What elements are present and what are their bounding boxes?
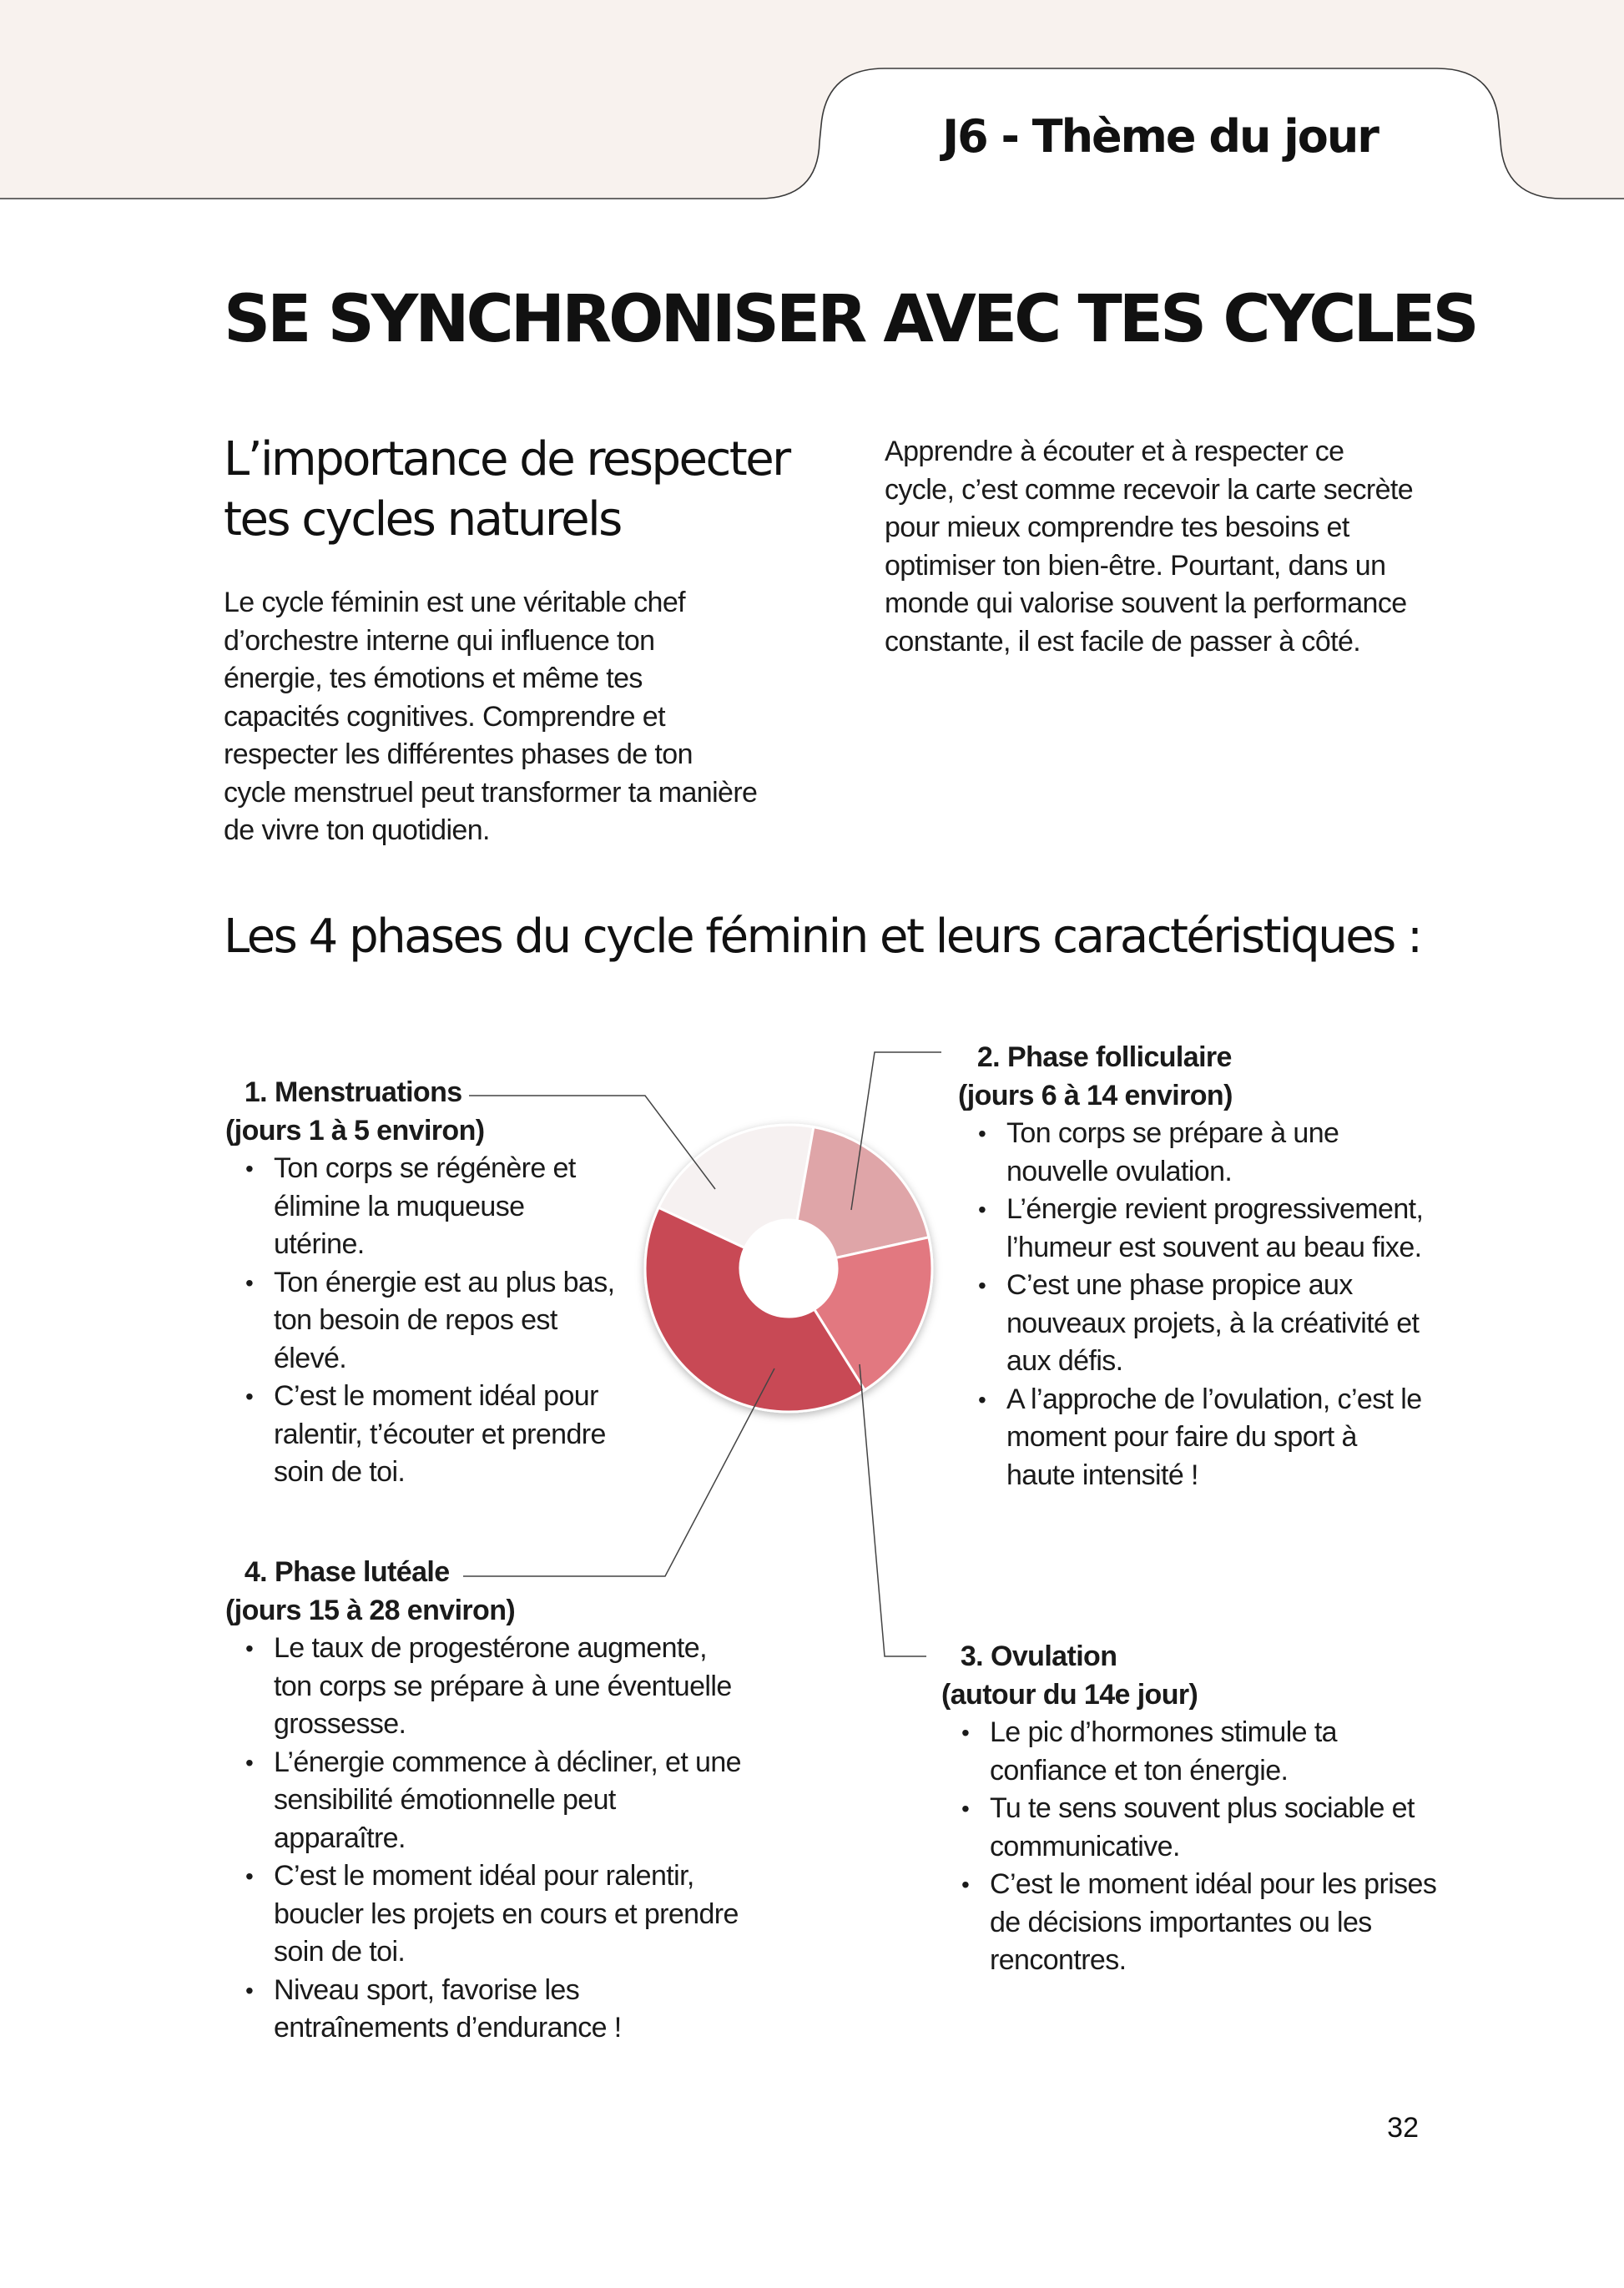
phase-title (958, 1039, 1425, 1077)
phase-ovulation (941, 1638, 1442, 1980)
bullet-item: • Ton corps se régénère et élimine la muqueuse utérine. (225, 1150, 618, 1264)
phase-bullets (225, 1150, 618, 1492)
phase-title (225, 1554, 743, 1592)
bullet-item: • A l’approche de l’ovulation, c’est le moment pour faire du sport à haute intensité ! (958, 1381, 1425, 1495)
intro-paragraph-left: Le cycle féminin est une véritable chef d’orchestre interne qui influence ton énergie, tes émotions et même tes capacités cognitives. Comprendre et respecter les différentes phases de ton cycle menstruel peut transformer ta manière de vivre ton quotidien. (224, 587, 758, 846)
phase-days: (jours 1 à 5 environ) (225, 1114, 485, 1147)
bullet-item: • C’est le moment idéal pour ralentir, t’écouter et prendre soin de toi. (225, 1378, 618, 1492)
bullet-item: • C’est une phase propice aux nouveaux projets, à la créativité et aux défis. (958, 1267, 1425, 1381)
phase-days: (jours 6 à 14 environ) (958, 1079, 1233, 1111)
phase-name: Phase folliculaire (1007, 1041, 1232, 1073)
leader-line-ovulation (860, 1364, 926, 1656)
phase-name: Ovulation (991, 1640, 1117, 1672)
phase-number: 1. (244, 1076, 267, 1108)
bullet-item: • Tu te sens souvent plus sociable et communicative. (941, 1790, 1442, 1866)
phase-bullets (958, 1115, 1425, 1494)
bullet-item: • Ton énergie est au plus bas, ton besoin de repos est élevé. (225, 1264, 618, 1378)
phase-title (941, 1638, 1442, 1676)
phase-bullets (941, 1714, 1442, 1980)
page-number: 32 (1387, 2112, 1419, 2144)
bullet-item: • C’est le moment idéal pour ralentir, boucler les projets en cours et prendre soin de toi. (225, 1857, 743, 1972)
phases-heading: Les 4 phases du cycle féminin et leurs caractéristiques : (224, 910, 1421, 964)
phase-number: 4. (244, 1556, 267, 1588)
phase-days: (autour du 14e jour) (941, 1678, 1198, 1711)
phase-number: 2. (976, 1041, 1000, 1073)
bullet-item: • C’est le moment idéal pour les prises de décisions importantes ou les rencontres. (941, 1866, 1442, 1980)
donut-hole (741, 1221, 836, 1316)
phase-menstruations (225, 1074, 618, 1492)
bullet-item: • Le taux de progestérone augmente, ton corps se prépare à une éventuelle grossesse. (225, 1630, 743, 1744)
phase-name: Phase lutéale (275, 1556, 450, 1588)
bullet-item: • Ton corps se prépare à une nouvelle ovulation. (958, 1115, 1425, 1191)
page-title: SE SYNCHRONISER AVEC TES CYCLES (224, 282, 1476, 357)
bullet-item: • Le pic d’hormones stimule ta confiance et ton énergie. (941, 1714, 1442, 1790)
intro-heading: L’importance de respecter tes cycles naturels (224, 432, 789, 547)
bullet-item: • L’énergie revient progressivement, l’humeur est souvent au beau fixe. (958, 1191, 1425, 1267)
phase-name: Menstruations (275, 1076, 462, 1108)
bullet-item: • L’énergie commence à décliner, et une sensibilité émotionnelle peut apparaître. (225, 1744, 743, 1858)
bullet-item: • Niveau sport, favorise les entraînements d’endurance ! (225, 1972, 743, 2048)
phase-luteale (225, 1554, 743, 2048)
intro-paragraph-right: Apprendre à écouter et à respecter ce cycle, c’est comme recevoir la carte secrète pour mieux comprendre tes besoins et optimiser ton bien-être. Pourtant, dans un monde qui valorise souvent la performance constante, il est facile de passer à côté. (885, 436, 1414, 658)
phase-days: (jours 15 à 28 environ) (225, 1594, 516, 1626)
phase-title (225, 1074, 618, 1112)
day-theme-tab-title: J6 - Thème du jour (942, 109, 1378, 163)
phase-number: 3. (960, 1640, 983, 1672)
phase-bullets (225, 1630, 743, 2048)
phase-folliculaire (958, 1039, 1425, 1494)
